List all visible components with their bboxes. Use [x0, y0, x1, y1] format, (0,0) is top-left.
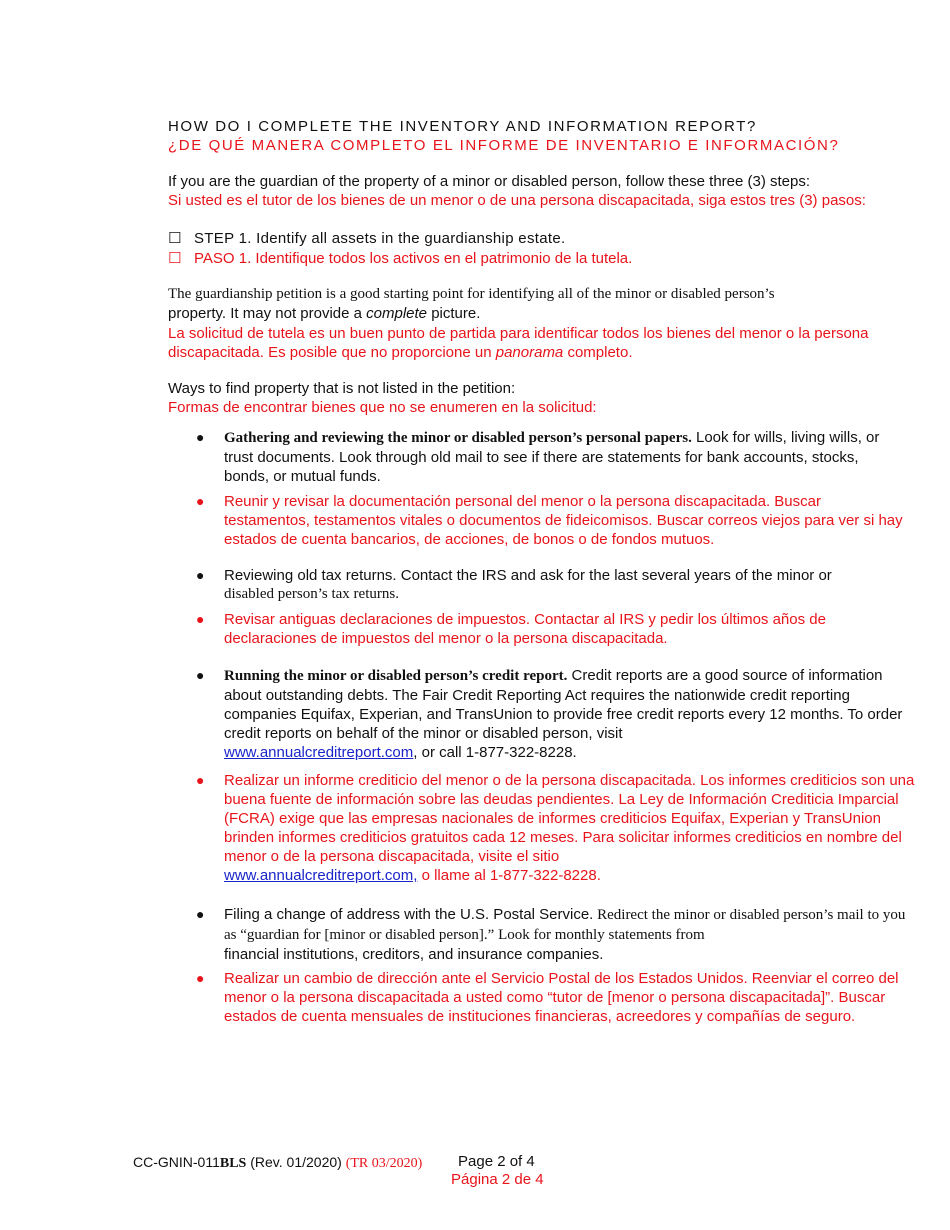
bullet-icon: ●: [196, 429, 205, 445]
bullet1-es: Reunir y revisar la documentación personal del menor o la persona discapacitada. Buscar testamentos, testamentos vitales o documentos de fideicomisos. Buscar correos viejos para ver si hay estados de cuenta bancarios, de acciones, de bonos o de fondos mutuos.: [224, 493, 903, 548]
bullet4-en: Filing a change of address with the U.S. Postal Service. Redirect the minor or disabled person’s mail to you as “guardian for [minor or disabled person].” Look for monthly statements from financial institutions, creditors, and insurance companies.: [224, 906, 906, 963]
petition-es-line2: discapacitada. Es posible que no proporcione un panorama completo.: [168, 344, 633, 361]
bullet3-en: Running the minor or disabled person’s credit report. Credit reports are a good source of information about outstanding debts. The Fair Credit Reporting Act requires the nationwide credit reporting companies Equifax, Experian, and TransUnion to provide free credit reports every 12 months. To order credit reports on behalf of the minor or disabled person, visit www.annualcreditreport.com, or call 1-877-322-8228.: [224, 667, 903, 761]
petition-es: [168, 324, 908, 362]
bullet2-es: Revisar antiguas declaraciones de impuestos. Contactar al IRS y pedir los últimos años de declaraciones de impuestos del menor o la persona discapacitada.: [224, 611, 826, 647]
page-number-es: Página 2 de 4: [451, 1171, 544, 1188]
checkbox-icon: ☐: [168, 230, 182, 247]
form-id: CC-GNIN-011BLS (Rev. 01/2020) (TR 03/2020): [133, 1154, 423, 1171]
bullet-icon: ●: [196, 906, 205, 922]
list-item: [196, 969, 906, 1026]
bullet-icon: ●: [196, 611, 205, 627]
list-item: [196, 905, 906, 964]
bullet-icon: ●: [196, 970, 205, 986]
bullet4-es: Realizar un cambio de dirección ante el Servicio Postal de los Estados Unidos. Reenviar el correo del menor o la persona discapacitada a usted como “tutor de [menor o persona discapacitada]”. Buscar estados de cuenta mensuales de instituciones financieras, acreedores y compañías de seguro.: [224, 970, 899, 1025]
ways-en: Ways to find property that is not listed in the petition:: [168, 380, 516, 397]
annualcreditreport-link[interactable]: www.annualcreditreport.com: [224, 744, 414, 761]
step1-en-row: [168, 229, 565, 248]
list-item: [196, 666, 906, 762]
ways-es: Formas de encontrar bienes que no se enumeren en la solicitud:: [168, 399, 597, 416]
bullet1-en: Gathering and reviewing the minor or disabled person’s personal papers. Look for wills, living wills, or trust documents. Look through old mail to see if there are statements for bank accounts, stocks, bonds, or mutual funds.: [224, 429, 880, 485]
petition-en-line2: property. It may not provide a complete picture.: [168, 305, 481, 322]
list-item: [196, 566, 906, 604]
bullet-icon: ●: [196, 772, 205, 788]
list-item: [196, 492, 906, 549]
list-item: [196, 610, 906, 648]
heading-en: HOW DO I COMPLETE THE INVENTORY AND INFORMATION REPORT?: [168, 118, 757, 135]
checkbox-icon: ☐: [168, 250, 182, 267]
intro-es: Si usted es el tutor de los bienes de un menor o de una persona discapacitada, siga estos tres (3) pasos:: [168, 192, 866, 209]
bullet3-es: Realizar un informe crediticio del menor o de la persona discapacitada. Los informes crediticios son una buena fuente de información sobre las deudas pendientes. La Ley de Información Crediticia Imparcial (FCRA) exige que las empresas nacionales de informes crediticios Equifax, Experian y TransUnion brinden informes crediticios gratuitos cada 12 meses. Para solicitar informes crediticios en nombre del menor o de la persona discapacitada, visite el sitio www.annualcreditreport.com, o llame al 1-877-322-8228.: [224, 772, 915, 884]
emphasis-complete: complete: [366, 305, 428, 322]
heading-es: ¿DE QUÉ MANERA COMPLETO EL INFORME DE INVENTARIO E INFORMACIÓN?: [168, 137, 840, 154]
emphasis-panorama: panorama: [495, 344, 564, 361]
annualcreditreport-link-es[interactable]: www.annualcreditreport.com,: [224, 867, 418, 884]
list-item: [196, 771, 916, 885]
step1-en: STEP 1. Identify all assets in the guardianship estate.: [194, 230, 566, 247]
step1-es: PASO 1. Identifique todos los activos en el patrimonio de la tutela.: [194, 250, 633, 267]
bullet2-en: Reviewing old tax returns. Contact the IRS and ask for the last several years of the minor or disabled person’s tax returns.: [224, 567, 832, 602]
bullet-icon: ●: [196, 493, 205, 509]
petition-es-line1: La solicitud de tutela es un buen punto de partida para identificar todos los bienes del menor o la persona: [168, 325, 869, 342]
bullet-icon: ●: [196, 567, 205, 583]
petition-en-line1: The guardianship petition is a good starting point for identifying all of the minor or disabled person’s: [168, 286, 775, 302]
bullet-icon: ●: [196, 667, 205, 683]
list-item: [196, 428, 906, 486]
step1-es-row: [168, 249, 632, 268]
petition-en: [168, 285, 908, 323]
intro-en: If you are the guardian of the property of a minor or disabled person, follow these three (3) steps:: [168, 173, 811, 190]
page-number-en: Page 2 of 4: [458, 1153, 535, 1170]
